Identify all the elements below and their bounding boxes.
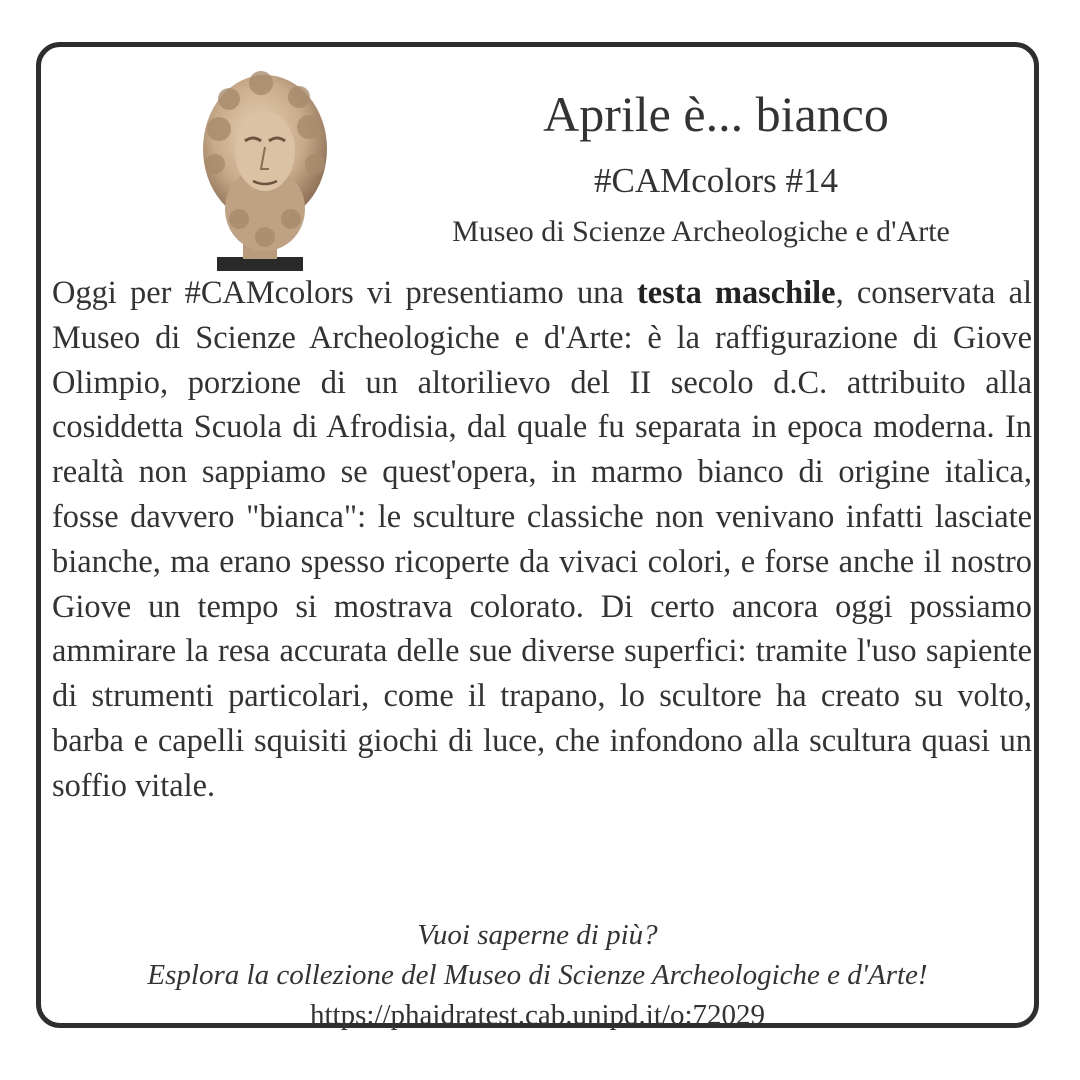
page-title: Aprile è... bianco (543, 86, 889, 142)
cta-explore: Esplora la collezione del Museo di Scienze Archeologiche e d'Arte! (147, 959, 928, 991)
cta-question: Vuoi saperne di più? (417, 919, 658, 951)
post-card (36, 42, 1039, 1031)
hashtag-subtitle: #CAMcolors #14 (593, 161, 839, 200)
description-text-part1: Oggi per #CAMcolors vi presentiamo una (52, 275, 638, 311)
description-text-part2: , conservata al Museo di Scienze Archeologiche e d'Arte: è la raffigurazione di Giove Olimpio, porzione di un altorilievo del II secolo d.C. attribuito alla cosiddetta Scuola di Afrodisia, dal quale fu separata in epoca moderna. In realtà non sappiamo se quest'opera, in marmo bianco di origine italica, fosse davvero "bianca": le sculture classiche non venivano infatti lasciate bianche, ma erano spesso ricoperte da vivaci colori, e forse anche il nostro Giove un tempo si mostrava colorato. Di certo ancora oggi possiamo ammirare la resa accurata delle sue diverse superfici: tramite l'uso sapiente di strumenti particolari, come il trapano, lo scultore ha creato su volto, barba e capelli squisiti giochi di luce, che infondono alla scultura quasi un soffio vitale. (52, 275, 1033, 804)
marble-bust-icon (199, 69, 339, 273)
description-bold: testa maschile (637, 275, 836, 311)
description-paragraph (52, 271, 1032, 809)
museum-name: Museo di Scienze Archeologiche e d'Arte (452, 215, 950, 248)
collection-link[interactable]: https://phaidratest.cab.unipd.it/o:72029 (309, 999, 766, 1031)
